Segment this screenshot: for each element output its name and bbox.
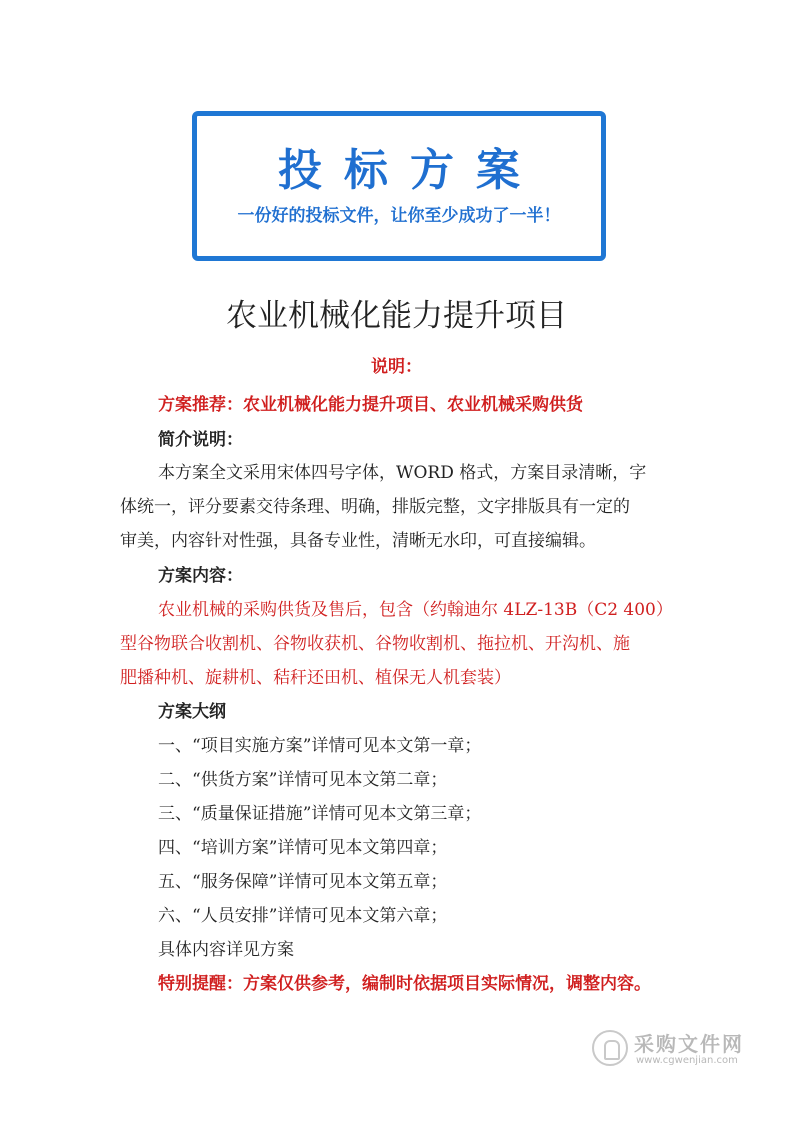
special-reminder: 特别提醒：方案仅供参考，编制时依据项目实际情况，调整内容。: [158, 974, 651, 994]
content-line: 型谷物联合收割机、谷物收获机、谷物收割机、拖拉机、开沟机、施: [120, 634, 630, 654]
document-title: 农业机械化能力提升项目: [226, 298, 567, 334]
intro-line: 本方案全文采用宋体四号字体，WORD 格式，方案目录清晰，字: [158, 463, 647, 483]
outline-item: 三、“质量保证措施”详情可见本文第三章；: [158, 804, 482, 824]
watermark-name: 采购文件网: [634, 1032, 744, 1056]
detail-note: 具体内容详见方案: [158, 940, 294, 960]
intro-line: 审美，内容针对性强，具备专业性，清晰无水印，可直接编辑。: [120, 531, 596, 551]
intro-heading: 简介说明：: [158, 430, 243, 450]
outline-item: 二、“供货方案”详情可见本文第二章；: [158, 770, 448, 790]
content-line: 肥播种机、旋耕机、秸秆还田机、植保无人机套装）: [120, 668, 511, 688]
content-heading: 方案内容：: [158, 566, 243, 586]
banner-title: 投标方案: [278, 145, 542, 196]
recommendation-line: 方案推荐：农业机械化能力提升项目、农业机械采购供货: [158, 395, 583, 415]
watermark-icon: [592, 1030, 628, 1066]
watermark-url: www.cgwenjian.com: [636, 1055, 738, 1066]
outline-item: 一、“项目实施方案”详情可见本文第一章；: [158, 736, 482, 756]
outline-item: 四、“培训方案”详情可见本文第四章；: [158, 838, 448, 858]
outline-item: 五、“服务保障”详情可见本文第五章；: [158, 872, 448, 892]
outline-item: 六、“人员安排”详情可见本文第六章；: [158, 906, 448, 926]
content-line: 农业机械的采购供货及售后，包含（约翰迪尔 4LZ-13B（C2 400）: [158, 600, 673, 620]
intro-line: 体统一，评分要素交待条理、明确，排版完整，文字排版具有一定的: [120, 497, 630, 517]
watermark-logo: [592, 1028, 752, 1072]
banner-box: [192, 111, 606, 261]
note-heading: 说明：: [371, 357, 422, 377]
outline-heading: 方案大纲: [158, 702, 226, 722]
banner-slogan: 一份好的投标文件，让你至少成功了一半！: [237, 206, 561, 226]
